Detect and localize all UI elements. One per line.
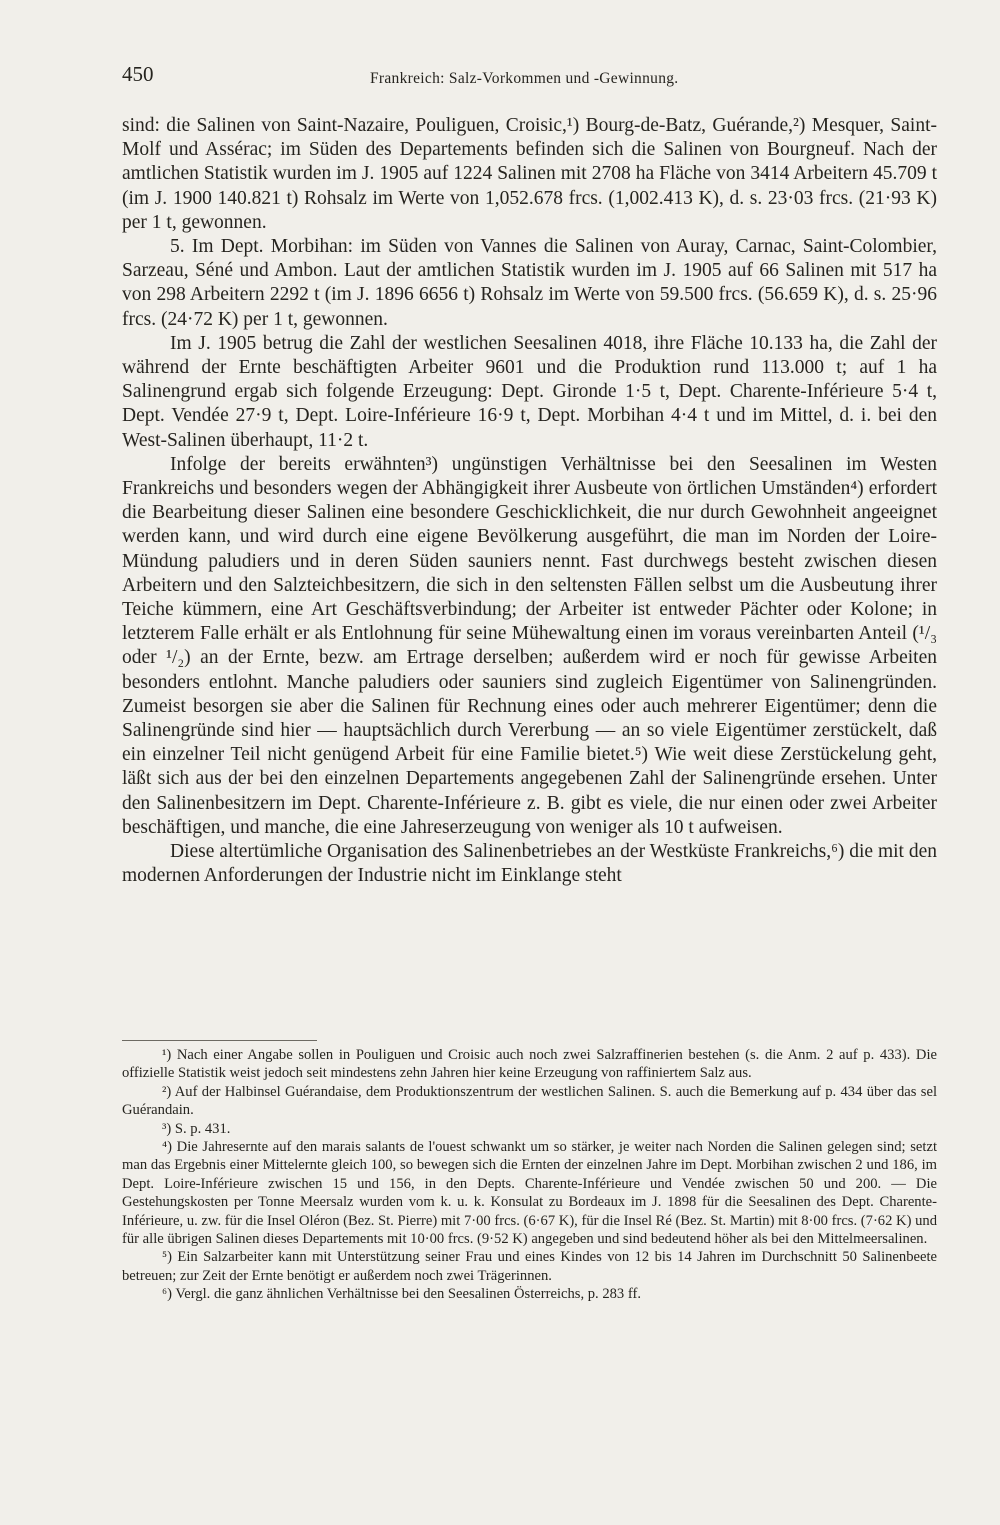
paragraph-4: Infolge der bereits erwähnten³) ungünstigen Verhältnisse bei den Seesalinen im Westen Frankreichs und besonders wegen der Abhängigkeit ihrer Ausbeute von örtlichen Umständen⁴) erfordert die Bearbeitung dieser Salinen eine besondere Geschicklichkeit, die nur durch Gewohnheit angeeignet werden kann, und wird durch eine eigene Bevölkerung ausgeführt, die man im Norden der Loire-Mündung paludiers und in deren Süden sauniers nennt. Fast durchwegs besteht zwischen diesen Arbeitern und den Salzteichbesitzern, die sich in den seltensten Fällen selbst um die Ausbeutung ihrer Teiche kümmern, eine Art Geschäftsverbindung; der Arbeiter ist entweder Pächter oder Kolone; in letzterem Falle erhält er als Entlohnung für seine Mühewaltung einen im voraus vereinbarten Anteil (¹/₃ oder ¹/₂) an der Ernte, bezw. am Ertrage derselben; außerdem wird er noch für gewisse Arbeiten besonders entlohnt. Manche paludiers oder sauniers sind zugleich Eigentümer von Salinengründen. Zumeist besorgen sie aber die Salinen für Rechnung eines oder auch mehrerer Eigentümer; denn die Salinengründe sind hier — hauptsächlich durch Vererbung — an so viele Eigentümer zerstückelt, daß ein einzelner Teil nicht genügend Arbeit für eine Familie bietet.⁵) Wie weit diese Zerstückelung geht, läßt sich aus der bei den einzelnen Departements angegebenen Zahl der Salinengründe ersehen. Unter den Salinenbesitzern im Dept. Charente-Inférieure z. B. gibt es viele, die nur einen oder zwei Arbeiter beschäftigen, und manche, die eine Jahreserzeugung von weniger als 10 t aufweisen.	[122, 453, 937, 838]
body-text	[122, 114, 937, 889]
footnote-4: ⁴) Die Jahresernte auf den marais salants de l'ouest schwankt um so stärker, je weiter nach Norden die Salinen gelegen sind; setzt man das Ergebnis einer Mittelernte gleich 100, so bewegen sich die Ernten der einzelnen Jahre im Dept. Morbihan zwischen 2 und 186, im Dept. Loire-Inférieure zwischen 15 und 156, in den Depts. Charente-Inférieure und Vendée zwischen 50 und 200. — Die Gestehungskosten per Tonne Meersalz wurden vom k. u. k. Konsulat zu Bordeaux im J. 1898 für die Seesalinen des Dept. Charente-Inférieure, u. zw. für die Insel Oléron (Bez. St. Pierre) mit 7·00 frcs. (6·67 K), für die Insel Ré (Bez. St. Martin) mit 8·00 frcs. (7·62 K) und für alle übrigen Salinen dieses Departements mit 10·00 frcs. (9·52 K) angegeben und sind bedeutend höher als bei den Mittelmeersalinen.	[122, 1139, 937, 1248]
paragraph-1: sind: die Salinen von Saint-Nazaire, Pouliguen, Croisic,¹) Bourg-de-Batz, Guérande,²) Mesquer, Saint-Molf und Assérac; im Süden des Departements befinden sich die Salinen von Bourgneuf. Nach der amtlichen Statistik wurden im J. 1905 auf 1224 Salinen mit 2708 ha Fläche von 3414 Arbeitern 45.709 t (im J. 1900 140.821 t) Rohsalz im Werte von 1,052.678 frcs. (1,002.413 K), d. s. 23·03 frcs. (21·93 K) per 1 t, gewonnen.	[122, 115, 937, 233]
paragraph-2: 5. Im Dept. Morbihan: im Süden von Vannes die Salinen von Auray, Carnac, Saint-Colombier, Sarzeau, Séné und Ambon. Laut der amtlichen Statistik wurden im J. 1905 auf 66 Salinen mit 517 ha von 298 Arbeitern 2292 t (im J. 1896 6656 t) Rohsalz im Werte von 59.500 frcs. (56.659 K), d. s. 25·96 frcs. (24·72 K) per 1 t, gewonnen.	[122, 236, 937, 330]
footnote-divider	[122, 1040, 317, 1041]
footnote-3: ³) S. p. 431.	[162, 1120, 231, 1137]
footnote-2: ²) Auf der Halbinsel Guérandaise, dem Produktionszentrum der westlichen Salinen. S. auch die Bemerkung auf p. 434 über das sel Guérandain.	[122, 1083, 937, 1119]
footnote-5: ⁵) Ein Salzarbeiter kann mit Unterstützung seiner Frau und eines Kindes von 12 bis 14 Jahren im Durchschnitt 50 Salinenbeete betreuen; zur Zeit der Ernte benötigt er außerdem noch zwei Trägerinnen.	[122, 1249, 937, 1284]
footnote-6: ⁶) Vergl. die ganz ähnlichen Verhältnisse bei den Seesalinen Österreichs, p. 283 ff.	[162, 1286, 641, 1303]
paragraph-5: Diese altertümliche Organisation des Salinenbetriebes an der Westküste Frankreichs,⁶) die mit den modernen Anforderungen der Industrie nicht im Einklange steht	[122, 841, 937, 887]
footnotes	[122, 1046, 937, 1304]
paragraph-3: Im J. 1905 betrug die Zahl der westlichen Seesalinen 4018, ihre Fläche 10.133 ha, die Zahl der während der Ernte beschäftigten Arbeiter 9601 und die Produktion rund 113.000 t; auf 1 ha Salinengrund ergab sich folgende Erzeugung: Dept. Gironde 1·5 t, Dept. Charente-Inférieure 5·4 t, Dept. Vendée 27·9 t, Dept. Loire-Inférieure 16·9 t, Dept. Morbihan 4·4 t und im Mittel, d. i. bei den West-Salinen überhaupt, 11·2 t.	[122, 332, 937, 451]
running-title: Frankreich: Salz-Vorkommen und -Gewinnung.	[370, 70, 679, 87]
page-header	[122, 62, 937, 92]
page-number: 450	[122, 62, 154, 86]
footnote-1: ¹) Nach einer Angabe sollen in Pouliguen und Croisic auch noch zwei Salzraffinerien bestehen (s. die Anm. 2 auf p. 433). Die offizielle Statistik weist jedoch seit mindestens zehn Jahren hier keine Erzeugung von raffiniertem Salz aus.	[122, 1047, 937, 1082]
